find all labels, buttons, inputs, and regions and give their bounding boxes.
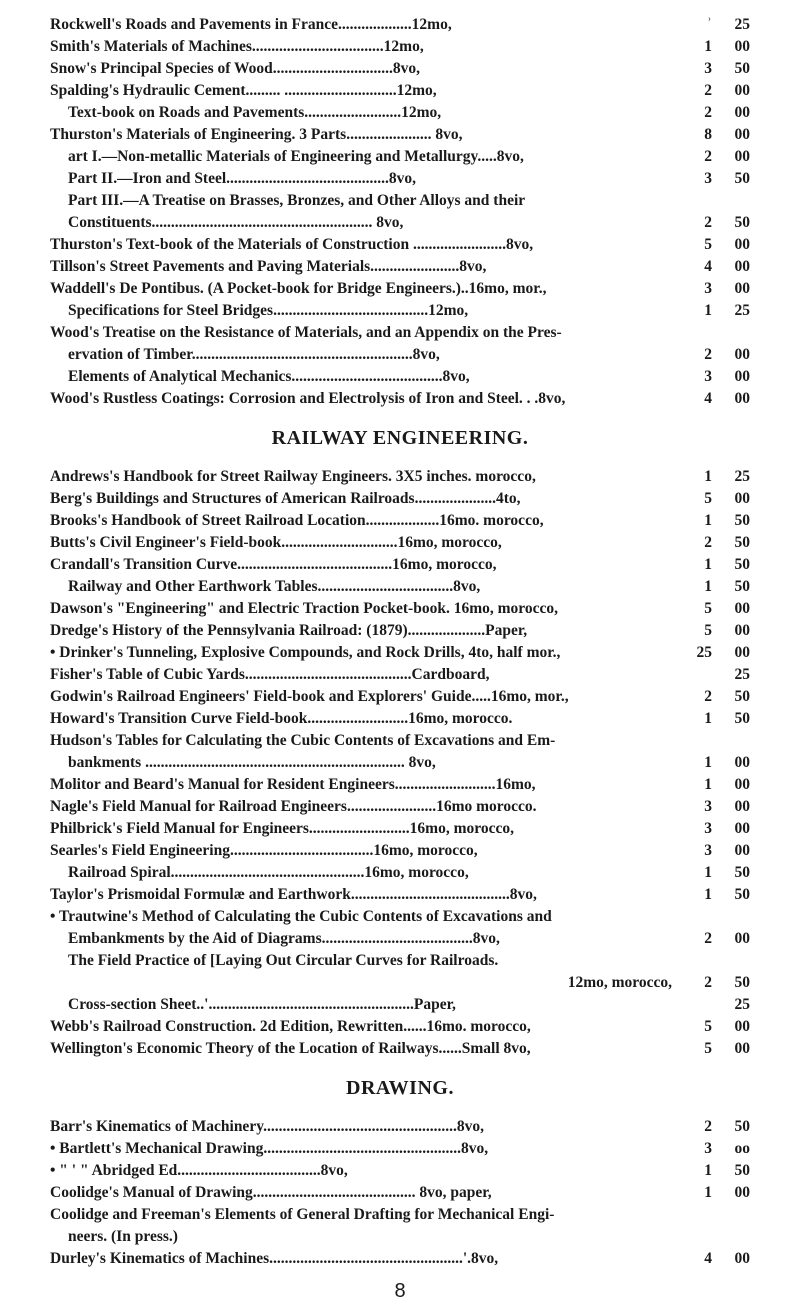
price-cents: 00 — [734, 842, 750, 859]
price — [690, 278, 750, 300]
catalog-entry — [50, 14, 750, 36]
price-cents: 00 — [734, 236, 750, 253]
catalog-entry — [50, 1038, 750, 1060]
price-cents: 00 — [734, 930, 750, 947]
catalog-entry — [50, 1182, 750, 1204]
price — [690, 102, 750, 124]
price-cents: 00 — [734, 644, 750, 661]
price — [690, 36, 750, 58]
price — [690, 994, 750, 1016]
price-cents: 00 — [734, 776, 750, 793]
catalog-entry — [50, 1138, 750, 1160]
catalog-entry — [50, 796, 750, 818]
catalog-entry — [50, 1016, 750, 1038]
price-cents: 00 — [734, 390, 750, 407]
price — [690, 884, 750, 906]
price-cents: 25 — [734, 468, 750, 485]
price — [690, 234, 750, 256]
price-cents: 25 — [734, 16, 750, 33]
price-cents: 00 — [734, 622, 750, 639]
price — [690, 840, 750, 862]
entry-title: Dredge's History of the Pennsylvania Railroad: (1879)....................Paper, — [50, 622, 528, 639]
entry-title: Text-book on Roads and Pavements.........................12mo, — [68, 104, 442, 121]
entry-title: The Field Practice of [Laying Out Circular Curves for Railroads. — [68, 952, 499, 969]
entry-title: Part II.—Iron and Steel..........................................8vo, — [68, 170, 417, 187]
entry-title: • Drinker's Tunneling, Explosive Compounds, and Rock Drills, 4to, half mor., — [50, 644, 561, 661]
entry-title: Thurston's Text-book of the Materials of Construction ........................8vo, — [50, 236, 534, 253]
entry-title: Butts's Civil Engineer's Field-book..............................16mo, morocco, — [50, 534, 502, 551]
price-cents: 00 — [734, 1250, 750, 1267]
price-dollars: 25 — [696, 644, 712, 661]
price-cents: 00 — [734, 126, 750, 143]
price-cents: 50 — [734, 534, 750, 551]
price-dollars: 1 — [704, 468, 712, 485]
catalog-entry — [50, 36, 750, 58]
catalog-entry — [50, 840, 750, 862]
entry-continuation: Embankments by the Aid of Diagrams.......................................8vo, — [68, 930, 500, 947]
catalog-entry — [50, 994, 750, 1016]
price — [690, 576, 750, 598]
price-cents: 50 — [734, 688, 750, 705]
section-heading: RAILWAY ENGINEERING. — [271, 427, 529, 449]
price-cents: 50 — [734, 512, 750, 529]
price-cents: 00 — [734, 1018, 750, 1035]
price-dollars: 2 — [704, 688, 712, 705]
price-dollars: 4 — [704, 390, 712, 407]
catalog-entry — [50, 256, 750, 278]
entry-title: Tillson's Street Pavements and Paving Materials.......................8vo, — [50, 258, 487, 275]
entry-title: Railway and Other Earthwork Tables...................................8vo, — [68, 578, 481, 595]
price-dollars: 3 — [704, 170, 712, 187]
entry-title: Durley's Kinematics of Machines..................................................'.8vo, — [50, 1250, 499, 1267]
entry-continuation: Constituents......................................................... 8vo, — [68, 214, 404, 231]
entry-title: Wellington's Economic Theory of the Location of Railways......Small 8vo, — [50, 1040, 531, 1057]
price — [690, 686, 750, 708]
entry-title: Waddell's De Pontibus. (A Pocket-book for Bridge Engineers.)..16mo, mor., — [50, 280, 547, 297]
price — [690, 620, 750, 642]
entry-title: Barr's Kinematics of Machinery..................................................8vo, — [50, 1118, 484, 1135]
price — [690, 554, 750, 576]
price-dollars: 3 — [704, 842, 712, 859]
entry-title: Philbrick's Field Manual for Engineers..........................16mo, morocco, — [50, 820, 514, 837]
catalog-entry — [50, 598, 750, 620]
price-cents: 50 — [734, 60, 750, 77]
price — [690, 752, 750, 774]
price-dollars: 2 — [704, 930, 712, 947]
price-cents: 00 — [734, 1040, 750, 1057]
price-dollars: 3 — [704, 368, 712, 385]
price — [690, 300, 750, 322]
entry-title: Nagle's Field Manual for Railroad Engineers.......................16mo morocco. — [50, 798, 537, 815]
price — [690, 928, 750, 950]
catalog-entry — [50, 168, 750, 190]
price — [690, 212, 750, 234]
catalog-entry — [50, 278, 750, 300]
price — [690, 1160, 750, 1182]
price-cents: 00 — [734, 820, 750, 837]
price — [690, 80, 750, 102]
catalog-entry — [50, 708, 750, 730]
price-dollars: 5 — [704, 1040, 712, 1057]
price-dollars: 4 — [704, 258, 712, 275]
price-cents: 00 — [734, 798, 750, 815]
price-cents: 50 — [734, 578, 750, 595]
price-cents: 50 — [734, 1118, 750, 1135]
catalog-entry — [50, 102, 750, 124]
price-dollars: 2 — [704, 148, 712, 165]
entry-title: Webb's Railroad Construction. 2d Edition, Rewritten......16mo. morocco, — [50, 1018, 531, 1035]
price-cents: 50 — [734, 864, 750, 881]
catalog-entry — [50, 366, 750, 388]
entry-title: Railroad Spiral..................................................16mo, morocco, — [68, 864, 469, 881]
price-cents: 00 — [734, 490, 750, 507]
entry-title: Specifications for Steel Bridges........................................12mo, — [68, 302, 469, 319]
catalog-entry — [50, 554, 750, 576]
entry-title: Taylor's Prismoidal Formulæ and Earthwork.........................................8vo, — [50, 886, 537, 903]
price — [690, 466, 750, 488]
price-dollars: 1 — [704, 556, 712, 573]
price-dollars: 5 — [704, 236, 712, 253]
catalog-entry — [50, 388, 750, 410]
price-cents: 50 — [734, 1162, 750, 1179]
catalog-entry — [50, 466, 750, 488]
price-dollars: 2 — [704, 1118, 712, 1135]
price — [690, 488, 750, 510]
entry-title: Molitor and Beard's Manual for Resident Engineers..........................16mo, — [50, 776, 536, 793]
price-dollars: 1 — [704, 302, 712, 319]
catalog-entry — [50, 234, 750, 256]
price-cents: 00 — [734, 104, 750, 121]
catalog-entry — [50, 686, 750, 708]
entry-title: Berg's Buildings and Structures of American Railroads.....................4to, — [50, 490, 521, 507]
price-cents: 50 — [734, 886, 750, 903]
price-cents: 50 — [734, 170, 750, 187]
price-cents: 00 — [734, 280, 750, 297]
entry-title: Rockwell's Roads and Pavements in France...................12mo, — [50, 16, 452, 33]
entry-title: Searles's Field Engineering.....................................16mo, morocco, — [50, 842, 478, 859]
price-cents: 50 — [734, 214, 750, 231]
catalog-entry — [50, 1160, 750, 1182]
price — [690, 708, 750, 730]
price — [690, 146, 750, 168]
entry-title: Coolidge and Freeman's Elements of General Drafting for Mechanical Engi- — [50, 1206, 555, 1223]
price — [690, 642, 750, 664]
price-dollars: ʾ — [706, 16, 712, 33]
entry-continuation: ervation of Timber.........................................................8vo, — [68, 346, 440, 363]
price-cents: 50 — [734, 974, 750, 991]
price-cents: oo — [734, 1140, 750, 1157]
price — [690, 1116, 750, 1138]
price-dollars — [690, 664, 712, 686]
price-dollars: 3 — [704, 1140, 712, 1157]
price-dollars: 1 — [704, 710, 712, 727]
price-dollars: 2 — [704, 974, 712, 991]
price-dollars: 4 — [704, 1250, 712, 1267]
price-dollars: 1 — [704, 38, 712, 55]
price-cents: 00 — [734, 754, 750, 771]
price — [690, 14, 750, 36]
entry-title: art I.—Non-metallic Materials of Engineering and Metallurgy.....8vo, — [68, 148, 524, 165]
price-dollars: 2 — [704, 534, 712, 551]
entry-title: Fisher's Table of Cubic Yards...........................................Cardboard, — [50, 666, 490, 683]
price — [690, 862, 750, 884]
entry-continuation: bankments ................................................................... 8vo, — [68, 754, 436, 771]
price-dollars: 1 — [704, 886, 712, 903]
catalog-entry — [50, 642, 750, 664]
catalog-entry — [50, 532, 750, 554]
price — [690, 256, 750, 278]
catalog-entry — [50, 1204, 750, 1248]
price-dollars: 8 — [704, 126, 712, 143]
entry-title: • Bartlett's Mechanical Drawing...................................................8vo, — [50, 1140, 489, 1157]
price-dollars: 3 — [704, 280, 712, 297]
price-dollars: 1 — [704, 1184, 712, 1201]
entry-title: Wood's Treatise on the Resistance of Materials, and an Appendix on the Pres- — [50, 324, 562, 341]
entry-title: • " ' " Abridged Ed.....................................8vo, — [50, 1162, 348, 1179]
price — [690, 972, 750, 994]
entry-title: Smith's Materials of Machines..................................12mo, — [50, 38, 424, 55]
price-dollars: 1 — [704, 864, 712, 881]
price-dollars: 1 — [704, 512, 712, 529]
catalog-entry — [50, 58, 750, 80]
entry-title: Crandall's Transition Curve........................................16mo, morocco, — [50, 556, 497, 573]
price — [690, 366, 750, 388]
price-dollars: 2 — [704, 104, 712, 121]
price-dollars: 1 — [704, 776, 712, 793]
entry-continuation: neers. (In press.) — [68, 1228, 178, 1245]
price — [690, 58, 750, 80]
catalog-entry — [50, 950, 750, 994]
catalog-entry — [50, 906, 750, 950]
catalog-entry — [50, 576, 750, 598]
entry-title: Elements of Analytical Mechanics.......................................8vo, — [68, 368, 470, 385]
entry-title: Howard's Transition Curve Field-book..........................16mo, morocco. — [50, 710, 513, 727]
catalog-entries — [50, 14, 750, 1270]
price-cents: 00 — [734, 38, 750, 55]
price-dollars: 2 — [704, 346, 712, 363]
price — [690, 598, 750, 620]
entry-title: Brooks's Handbook of Street Railroad Location...................16mo. morocco, — [50, 512, 544, 529]
price-dollars: 1 — [704, 754, 712, 771]
price-cents: 50 — [734, 556, 750, 573]
entry-title: Coolidge's Manual of Drawing.......................................... 8vo, paper, — [50, 1184, 492, 1201]
catalog-entry — [50, 322, 750, 366]
price-dollars: 5 — [704, 622, 712, 639]
section-heading: DRAWING. — [346, 1077, 454, 1099]
price-dollars: 5 — [704, 1018, 712, 1035]
price-dollars: 2 — [704, 82, 712, 99]
catalog-entry — [50, 488, 750, 510]
catalog-entry — [50, 818, 750, 840]
price — [690, 1248, 750, 1270]
price — [690, 818, 750, 840]
price-cents: 00 — [734, 82, 750, 99]
entry-title: Thurston's Materials of Engineering. 3 Parts...................... 8vo, — [50, 126, 463, 143]
entry-title: Dawson's "Engineering" and Electric Traction Pocket-book. 16mo, morocco, — [50, 600, 559, 617]
entry-title: Part III.—A Treatise on Brasses, Bronzes, and Other Alloys and their — [68, 192, 526, 209]
entry-continuation: 12mo, morocco, — [567, 974, 672, 991]
price — [690, 1016, 750, 1038]
price-cents: 00 — [734, 368, 750, 385]
price — [690, 1038, 750, 1060]
catalog-entry — [50, 664, 750, 686]
price — [690, 664, 750, 686]
price-dollars: 3 — [704, 60, 712, 77]
catalog-entry — [50, 730, 750, 774]
catalog-entry — [50, 300, 750, 322]
price — [690, 774, 750, 796]
price-cents: 50 — [734, 710, 750, 727]
entry-title: Spalding's Hydraulic Cement......... .............................12mo, — [50, 82, 437, 99]
price-cents: 00 — [734, 346, 750, 363]
catalog-entry — [50, 774, 750, 796]
entry-title: Cross-section Sheet..'.....................................................Paper, — [68, 996, 456, 1013]
entry-title: Andrews's Handbook for Street Railway Engineers. 3X5 inches. morocco, — [50, 468, 536, 485]
price-dollars: 1 — [704, 578, 712, 595]
price-dollars: 5 — [704, 600, 712, 617]
entry-title: Hudson's Tables for Calculating the Cubic Contents of Excavations and Em- — [50, 732, 556, 749]
catalog-entry — [50, 862, 750, 884]
price — [690, 168, 750, 190]
price — [690, 532, 750, 554]
catalog-entry — [50, 1248, 750, 1270]
price-dollars: 5 — [704, 490, 712, 507]
price — [690, 1182, 750, 1204]
price — [690, 796, 750, 818]
price-cents: 00 — [734, 148, 750, 165]
page-number: 8 — [394, 1280, 406, 1302]
catalog-entry — [50, 146, 750, 168]
catalog-entry — [50, 884, 750, 906]
catalog-entry — [50, 510, 750, 532]
price — [690, 388, 750, 410]
price-cents: 00 — [734, 1184, 750, 1201]
price-cents: 00 — [734, 258, 750, 275]
price-cents: 25 — [734, 996, 750, 1013]
price-cents: 25 — [734, 666, 750, 683]
catalog-entry — [50, 124, 750, 146]
catalog-entry — [50, 190, 750, 234]
price-dollars: 2 — [704, 214, 712, 231]
price-dollars: 3 — [704, 798, 712, 815]
price-cents: 00 — [734, 600, 750, 617]
catalog-entry — [50, 1116, 750, 1138]
entry-title: Godwin's Railroad Engineers' Field-book and Explorers' Guide.....16mo, mor., — [50, 688, 569, 705]
price — [690, 510, 750, 532]
price — [690, 1138, 750, 1160]
price — [690, 124, 750, 146]
entry-title: Snow's Principal Species of Wood...............................8vo, — [50, 60, 421, 77]
catalog-entry — [50, 80, 750, 102]
price-dollars: 1 — [704, 1162, 712, 1179]
price-dollars — [690, 994, 712, 1016]
entry-title: Wood's Rustless Coatings: Corrosion and Electrolysis of Iron and Steel. . .8vo, — [50, 390, 566, 407]
price-cents: 25 — [734, 302, 750, 319]
price-dollars: 3 — [704, 820, 712, 837]
catalog-entry — [50, 620, 750, 642]
entry-title: • Trautwine's Method of Calculating the Cubic Contents of Excavations and — [50, 908, 552, 925]
price — [690, 344, 750, 366]
